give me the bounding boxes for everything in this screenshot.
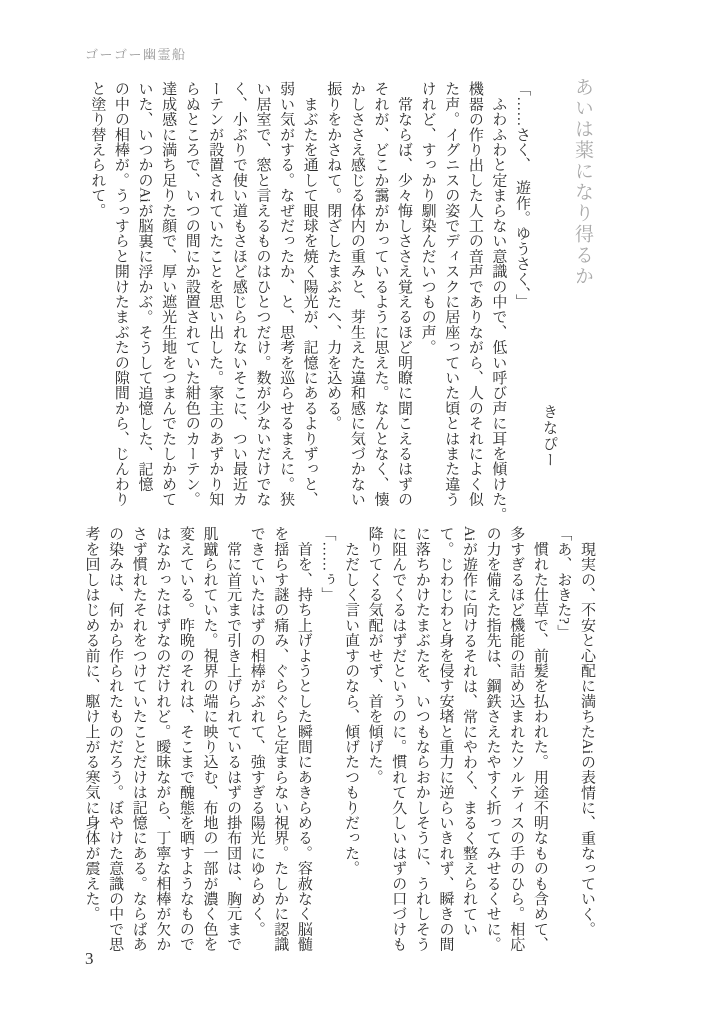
- text-line: Aiが遊作に向けるそれは、常にやわく、まるく整えられてい: [461, 526, 478, 937]
- text-line: と塗り替えられて。: [89, 81, 106, 218]
- text-line: の染みは、何から作られたものだろう。ぼやけた意識の中で思: [107, 526, 124, 952]
- text-line: の中の相棒が。うっすらと開けたまぶたの隙間から、じんわり: [112, 81, 129, 507]
- story-title: あいは薬になり得るか: [572, 77, 593, 287]
- text-line: 変えている。昨晩のそれは、そこまで醜態を晒すようなもので: [177, 526, 194, 952]
- text-line: けれど、すっかり馴染んだいつもの声。: [419, 81, 436, 355]
- text-line: さず慣れたそれをつけていたことだけは記憶にある。ならばあ: [130, 526, 147, 952]
- text-line: らぬところで、いつの間にか設置されていた紺色のカーテン。: [183, 81, 200, 507]
- text-line: を揺らす謎の痛み、ぐらぐらと定まらない視界。たしかに認識: [272, 526, 289, 952]
- text-line: 首を、持ち上げようとした瞬間にあきらめる。容赦なく脳髄: [295, 526, 312, 952]
- text-line: 機器の作り出した人工の音声でありながら、人のそれによく似: [466, 81, 483, 507]
- text-line: 達成感に満ち足りた顔で、厚い遮光生地をつまんでたしかめて: [160, 81, 177, 507]
- text-line: て。じわじわと身を侵す安堵と重力に逆らいきれず、瞬きの間: [437, 526, 454, 952]
- text-line: く、小ぶりで使い道もさほど感じられないそこに、つい最近カ: [230, 81, 247, 507]
- text-line: ーテンが設置されていたことを思い出した。家主のあずかり知: [207, 81, 224, 507]
- text-line: 降りてくる気配がせず、首を傾げた。: [366, 526, 383, 785]
- text-line: に落ちかけたまぶたを、いつもならおかしそうに、うれしそう: [413, 526, 430, 952]
- text-line: 「……さく、 遊作。ゆうさく、」: [514, 81, 530, 310]
- text-line: まぶたを通して眼球を焼く陽光が、記憶にあるよりずっと、: [301, 81, 318, 507]
- text-line: 「あ、おきた?」: [555, 526, 572, 640]
- text-line: 常ならば、少々悔しささえ覚えるほど明瞭に聞こえるはずの: [396, 81, 413, 507]
- text-line: かしささえ感じる体内の重みと、芽生えた違和感に気づかない: [348, 81, 365, 507]
- text-line: いた、いつかのAiが脳裏に浮かぶ。そうして追憶した、記憶: [136, 81, 153, 492]
- text-line: 弱い気がする。なぜだったか、と、思考を巡らせるまえに。狭: [278, 81, 295, 507]
- text-line: の力を備えた指先は、鋼鉄さえたやすく折ってみせるくせに。: [484, 526, 501, 952]
- text-line: た声。イグニスの姿でディスクに居座っていた頃とはまた違う: [443, 81, 460, 507]
- text-line: 慣れた仕草で、前髪を払われた。用途不明なものも含めて、: [531, 526, 548, 952]
- text-line: 常に首元まで引き上げられているはずの掛布団は、胸元まで: [225, 526, 242, 952]
- text-line: 考を回しはじめる前に、駆け上がる寒気に身体が震えた。: [83, 526, 100, 922]
- text-line: い居室で、窓と言えるものはひとつだけ。数が少ないだけでな: [254, 81, 271, 507]
- text-line: 肌蹴られていた。視界の端に映り込む、布地の一部が濃く色を: [201, 526, 218, 952]
- body-text-lower-band: [79, 526, 598, 978]
- text-line: に阻んでくるはずだというのに。慣れて久しいはずの口づけも: [390, 526, 407, 952]
- text-line: それが、どこか靄がかっているように思えた。なんとなく、懐: [372, 81, 389, 507]
- body-text-upper-band: [85, 81, 533, 533]
- story-author: きなぴー: [541, 404, 557, 468]
- page-number: 3: [85, 949, 94, 968]
- text-line: はなかったはずなのだけれど。曖昧ながら、丁寧な相棒が欠か: [154, 526, 171, 952]
- text-line: ただしく言い直すのなら、傾げたつもりだった。: [343, 526, 360, 876]
- text-line: 振りをかさねて。閉ざしたまぶたへ、力を込める。: [325, 81, 342, 431]
- running-header: ゴーゴー幽霊船: [85, 47, 187, 62]
- text-line: できていたはずの相棒がぶれて、強すぎる陽光にゆらめく。: [248, 526, 265, 937]
- text-line: 「……ぅ」: [319, 526, 336, 602]
- text-line: ふわふわと定まらない意識の中で、低い呼び声に耳を傾けた。: [490, 81, 507, 522]
- text-line: 多すぎるほど機能の詰め込まれたソルティスの手のひら。相応: [508, 526, 525, 952]
- text-line: 現実の、不安と心配に満ちたAiの表情に、重なっていく。: [579, 526, 595, 937]
